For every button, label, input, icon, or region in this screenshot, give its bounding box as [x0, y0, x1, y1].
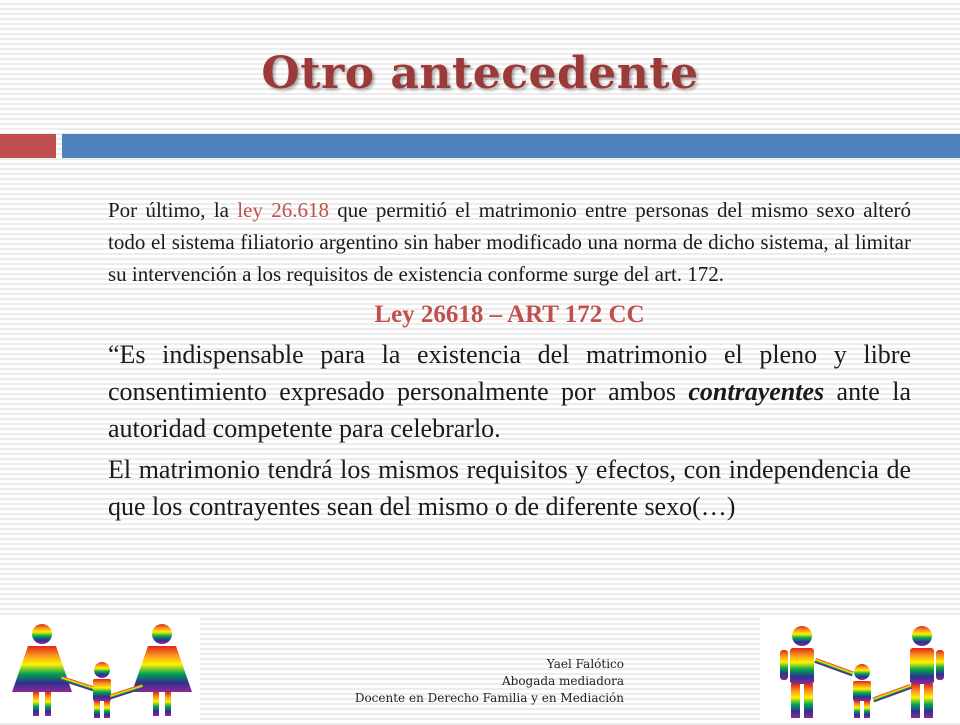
author-position: Docente en Derecho Familia y en Mediación — [354, 691, 624, 705]
author-name: Yael Falótico — [546, 657, 624, 671]
author-role: Abogada mediadora — [501, 674, 624, 688]
slide-title: Otro antecedente — [261, 48, 699, 99]
intro-text-start: Por último, la — [108, 198, 238, 222]
family-figure-left — [0, 618, 200, 720]
law-subtitle: Ley 26618 – ART 172 CC — [374, 301, 645, 328]
author-credit — [355, 656, 624, 707]
slide-content — [108, 194, 911, 529]
family-figure-right — [760, 618, 960, 720]
quote-1-end: ante la autoridad competente para celebrarlo. — [108, 377, 911, 443]
quote-1-start: “Es indispensable para la existencia del matrimonio el pleno y libre consentimiento expresado personalmente por ambos — [108, 340, 911, 406]
law-reference: ley 26.618 — [237, 198, 329, 222]
quote-emphasis: contrayentes — [688, 377, 825, 406]
quote-paragraph-1 — [108, 336, 911, 447]
intro-paragraph — [108, 194, 911, 290]
quote-paragraph-2: El matrimonio tendrá los mismos requisitos y efectos, con independencia de que los contrayentes sean del mismo o de diferente sexo(…) — [108, 455, 911, 521]
intro-text-end: que permitió el matrimonio entre personas del mismo sexo alteró todo el sistema filiatorio argentino sin haber modificado una norma de dicho sistema, al limitar su intervención a los requisitos de existencia conforme surge del art. 172. — [108, 198, 912, 286]
title-accent-bar-blue — [62, 134, 960, 158]
title-accent-bar-red — [0, 134, 56, 158]
